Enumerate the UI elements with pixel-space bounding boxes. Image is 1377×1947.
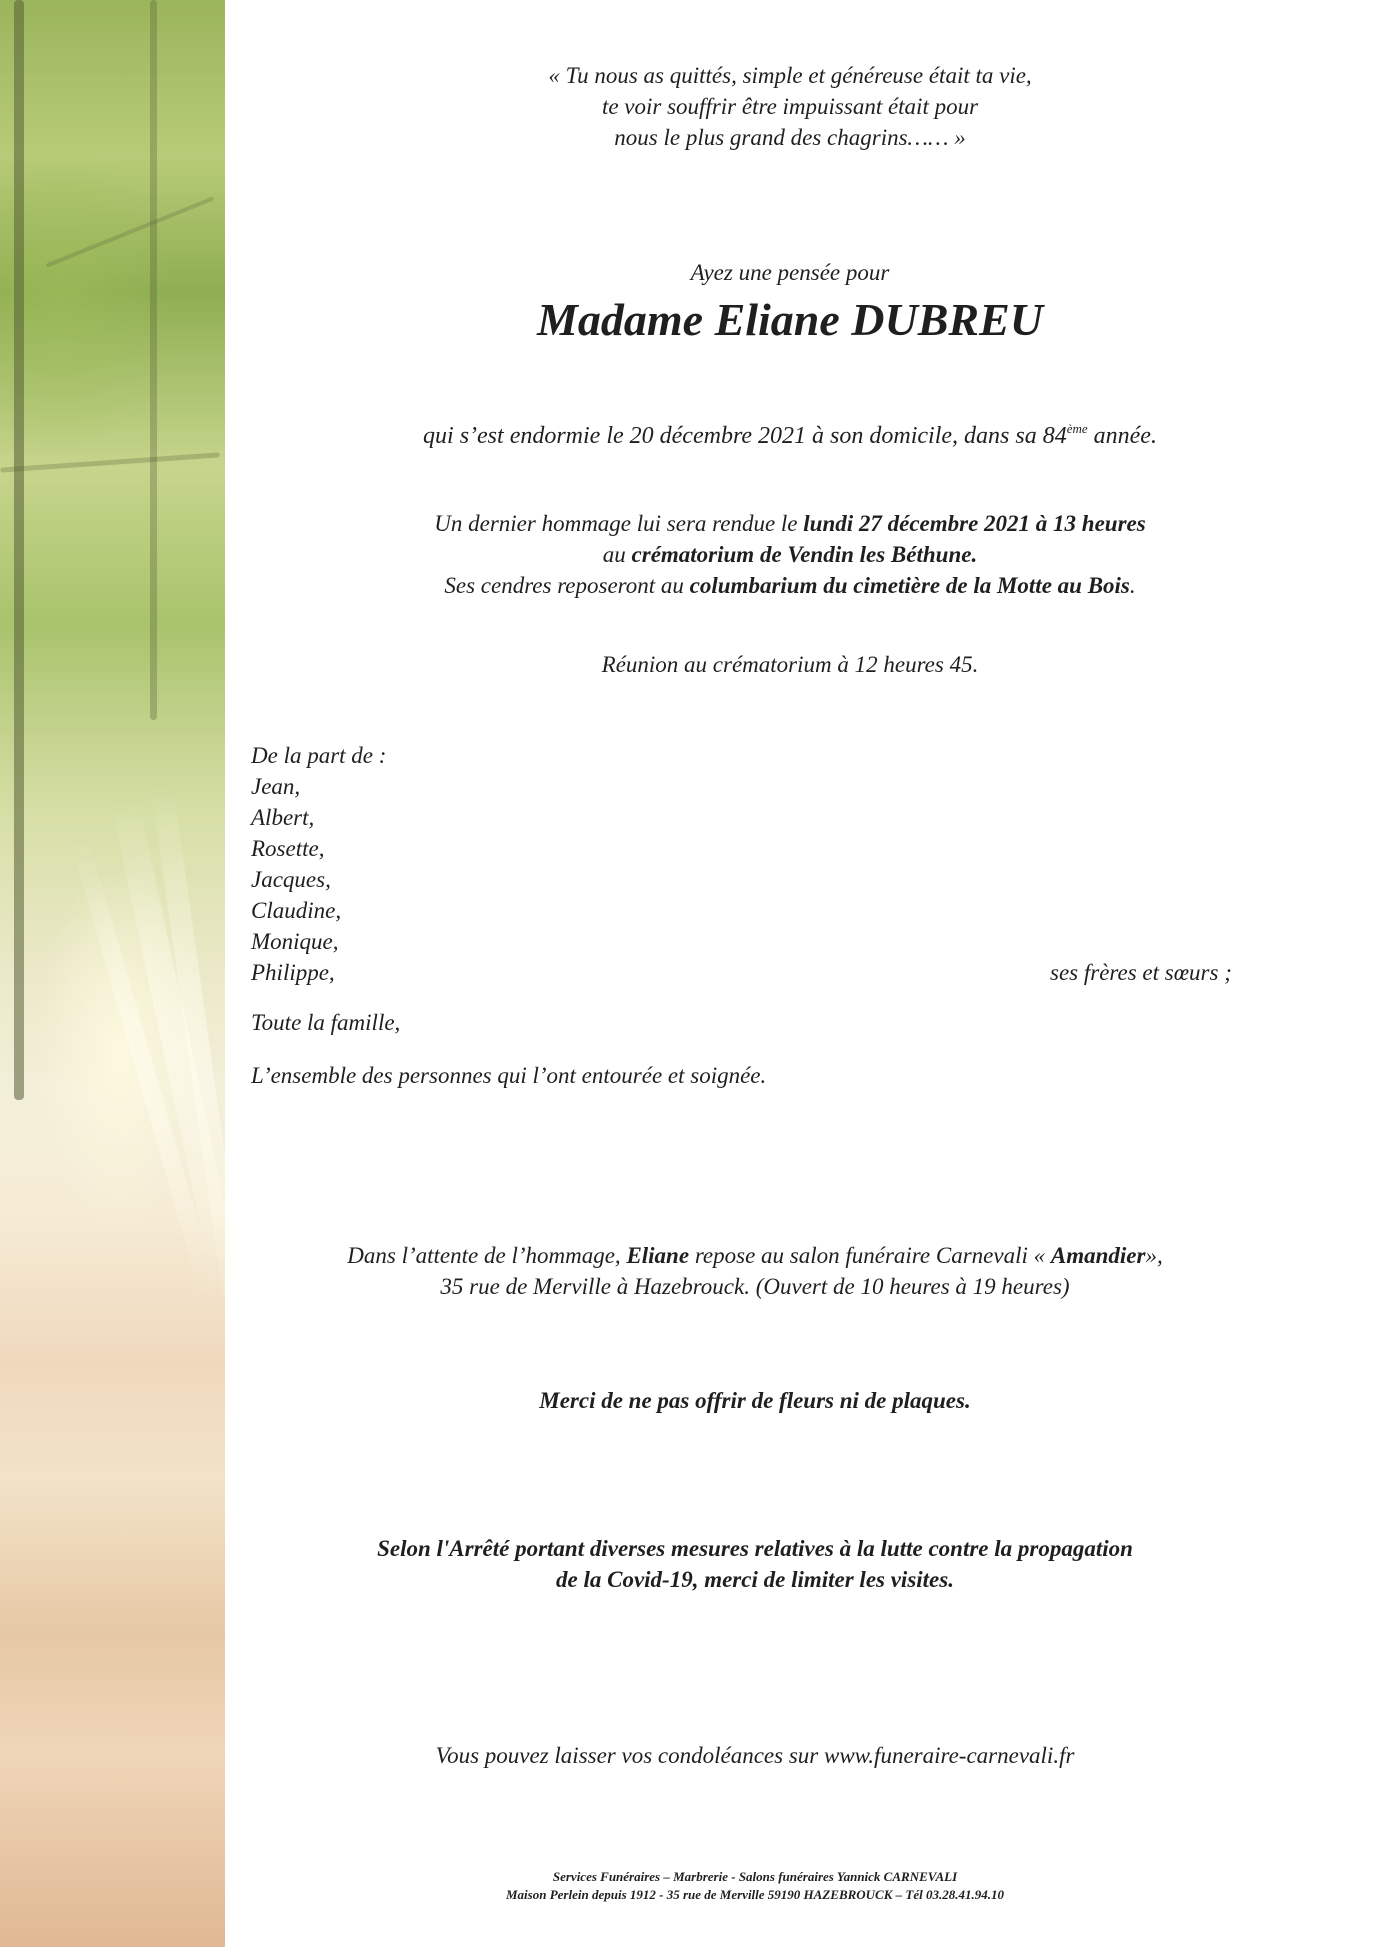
forest-path-image: [0, 0, 225, 1947]
deceased-name: Madame Eliane DUBREU: [536, 294, 1044, 345]
death-text-end: année.: [1087, 423, 1157, 449]
wake-block: [250, 1240, 1260, 1302]
covid-line: de la Covid-19, merci de limiter les visites.: [556, 1567, 954, 1592]
no-flowers-notice: Merci de ne pas offrir de fleurs ni de plaques.: [539, 1388, 971, 1413]
wake-text: »,: [1145, 1243, 1163, 1268]
family-member: Philippe,: [251, 960, 335, 985]
family-member: Jean,: [251, 774, 301, 799]
family-relation: ses frères et sœurs ;: [1050, 960, 1232, 985]
wake-text: Dans l’attente de l’hommage,: [347, 1243, 627, 1268]
family-member: Albert,: [251, 805, 315, 830]
death-notice: [300, 421, 1280, 452]
quote-line: te voir souffrir être impuissant était pour: [601, 94, 979, 119]
quote-block: [360, 60, 1220, 153]
ceremony-text: Ses cendres reposeront au: [444, 573, 690, 598]
family-header: De la part de :: [251, 743, 387, 768]
footer-line: Services Funéraires – Marbrerie - Salons funéraires Yannick CARNEVALI: [552, 1869, 958, 1884]
covid-line: Selon l'Arrêté portant diverses mesures relatives à la lutte contre la propagation: [377, 1536, 1133, 1561]
tree-branch: [0, 452, 220, 472]
wake-text: repose au salon funéraire Carnevali «: [689, 1243, 1051, 1268]
wake-line-2: 35 rue de Merville à Hazebrouck. (Ouvert de 10 heures à 19 heures): [440, 1274, 1070, 1299]
family-member: Rosette,: [251, 836, 325, 861]
caregivers-text: L’ensemble des personnes qui l’ont entourée et soignée.: [251, 1063, 767, 1088]
condolences-text: Vous pouvez laisser vos condoléances sur www.funeraire-carnevali.fr: [435, 1743, 1075, 1768]
tree-trunk: [14, 0, 24, 1100]
columbarium-place: columbarium du cimetière de la Motte au Bois: [689, 573, 1130, 598]
quote-line: « Tu nous as quittés, simple et généreuse était ta vie,: [548, 63, 1032, 88]
ceremony-text: Un dernier hommage lui sera rendue le: [434, 511, 804, 536]
reunion-text: Réunion au crématorium à 12 heures 45.: [601, 652, 979, 677]
family-member: Claudine,: [251, 898, 342, 923]
ceremony-line-1: [300, 508, 1280, 539]
footer-line: Maison Perlein depuis 1912 - 35 rue de Merville 59190 HAZEBROUCK – Tél 03.28.41.94.10: [506, 1887, 1004, 1902]
ceremony-end: .: [1129, 573, 1136, 598]
intro-text: Ayez une pensée pour: [690, 260, 890, 285]
ceremony-line-3: [300, 570, 1280, 601]
tree-branch: [46, 196, 214, 267]
salon-name: Amandier: [1050, 1243, 1146, 1268]
wake-line-1: [250, 1240, 1260, 1271]
death-text: qui s’est endormie le 20 décembre 2021 à son domicile, dans sa 84: [423, 423, 1067, 449]
family-member: Jacques,: [251, 867, 331, 892]
funeral-home-footer: [250, 1868, 1260, 1904]
ceremony-place: crématorium de Vendin les Béthune.: [631, 542, 978, 567]
quote-line: nous le plus grand des chagrins…… »: [614, 125, 966, 150]
tree-trunk: [150, 0, 157, 720]
family-list: [251, 771, 341, 988]
death-sup: ème: [1066, 421, 1088, 436]
ceremony-line-2: [300, 539, 1280, 570]
family-member: Monique,: [251, 929, 339, 954]
ceremony-text: au: [602, 542, 632, 567]
covid-notice: [250, 1533, 1260, 1595]
ceremony-date: lundi 27 décembre 2021 à 13 heures: [803, 511, 1146, 536]
ceremony-block: [300, 508, 1280, 601]
whole-family: Toute la famille,: [251, 1010, 401, 1035]
wake-first-name: Eliane: [626, 1243, 690, 1268]
